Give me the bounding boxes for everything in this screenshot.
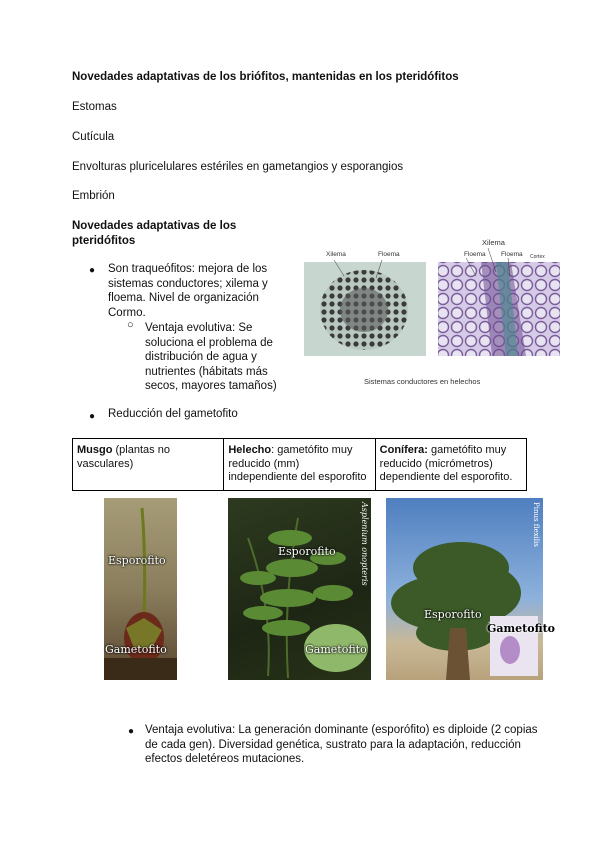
bullet-dot: ●: [89, 411, 96, 422]
item-envolturas: Envolturas pluricelulares estériles en gametangios y esporangios: [72, 161, 404, 173]
fern-photo: [228, 498, 371, 680]
fern-gametophyte-label: Gametofito: [305, 643, 367, 656]
moss-gametophyte-label: Gametofito: [105, 643, 167, 656]
bullet-dot: ●: [89, 265, 96, 276]
item-cuticula: Cutícula: [72, 131, 115, 143]
bullet-dot: ●: [128, 726, 135, 737]
text-line: efectos deletéreos mutaciones.: [145, 753, 305, 765]
conifer-sporophyte-label: Esporofito: [424, 608, 482, 621]
text-line: secos, mayores tamaños): [145, 380, 277, 392]
item-embrion: Embrión: [72, 190, 115, 202]
fern-species-label: Asplenium onopteris: [360, 502, 369, 586]
cell-bold: Musgo: [77, 444, 113, 456]
text-line: Cormo.: [108, 306, 146, 319]
conifer-photo: [386, 498, 555, 680]
heading-line: Novedades adaptativas de los: [72, 220, 237, 232]
text-line: distribución de agua y: [145, 351, 257, 363]
text-line: floema. Nivel de organización: [108, 292, 259, 304]
bullet-reduccion: Reducción del gametofito: [108, 408, 238, 420]
conifer-gametophyte-label: Gametofito: [487, 622, 555, 635]
table-cell-conifera: [375, 439, 526, 491]
sub-bullet-ventaja: [145, 321, 277, 394]
label-xilema-top: Xilema: [482, 238, 505, 247]
label-floema-mid: Floema: [464, 251, 486, 258]
text-line: soluciona el problema de: [145, 336, 273, 349]
label-xilema-left: Xilema: [326, 251, 346, 258]
sub-bullet-circle: ○: [127, 319, 134, 331]
table-cell-musgo: [73, 439, 224, 491]
text-line: sistemas conductores; xilema y: [108, 277, 268, 290]
vascular-figure: [296, 236, 566, 386]
cell-text: gametófito muy reducido (micrómetros) dependiente del esporofito.: [379, 444, 513, 483]
comparison-table: [72, 438, 527, 491]
bullet-traqueofitos: [108, 262, 268, 320]
label-floema-left: Floema: [378, 251, 400, 258]
text-line: Ventaja evolutiva: Se: [145, 322, 253, 334]
section-heading-pteridofitos: [72, 219, 236, 249]
text-line: nutrientes (hábitats más: [145, 365, 268, 378]
table-row: [73, 439, 527, 491]
bullet-ventaja-diploide: [145, 723, 538, 767]
cell-bold: Helecho: [228, 444, 272, 456]
cell-bold: Conífera:: [379, 444, 428, 456]
cell-text: : gametófito muy reducido (mm) independiente del esporofito: [228, 444, 367, 483]
moss-photo: [104, 498, 177, 680]
text-line: de cada gen). Diversidad genética, sustrato para la adaptación, reducción: [145, 738, 521, 751]
conifer-species-label: Pinus flexilis: [532, 502, 540, 547]
figure-caption: Sistemas conductores en helechos: [364, 377, 481, 386]
fern-sporophyte-label: Esporofito: [278, 545, 336, 558]
cell-text: (plantas no vasculares): [77, 444, 170, 470]
label-floema-right: Floema: [501, 251, 523, 258]
label-small: Cortex: [530, 254, 545, 260]
text-line: Ventaja evolutiva: La generación dominante (esporófito) es diploide (2 copias: [145, 724, 538, 736]
item-estomas: Estomas: [72, 101, 117, 113]
moss-sporophyte-label: Esporofito: [108, 554, 166, 567]
table-cell-helecho: [224, 439, 375, 491]
vascular-micrographs: [296, 236, 566, 386]
section-heading-briofitos: Novedades adaptativas de los briófitos, mantenidas en los pteridófitos: [72, 71, 459, 83]
conifer-illustration: [386, 498, 543, 680]
heading-line: pteridófitos: [72, 235, 136, 247]
text-line: Son traqueófitos: mejora de los: [108, 263, 268, 275]
